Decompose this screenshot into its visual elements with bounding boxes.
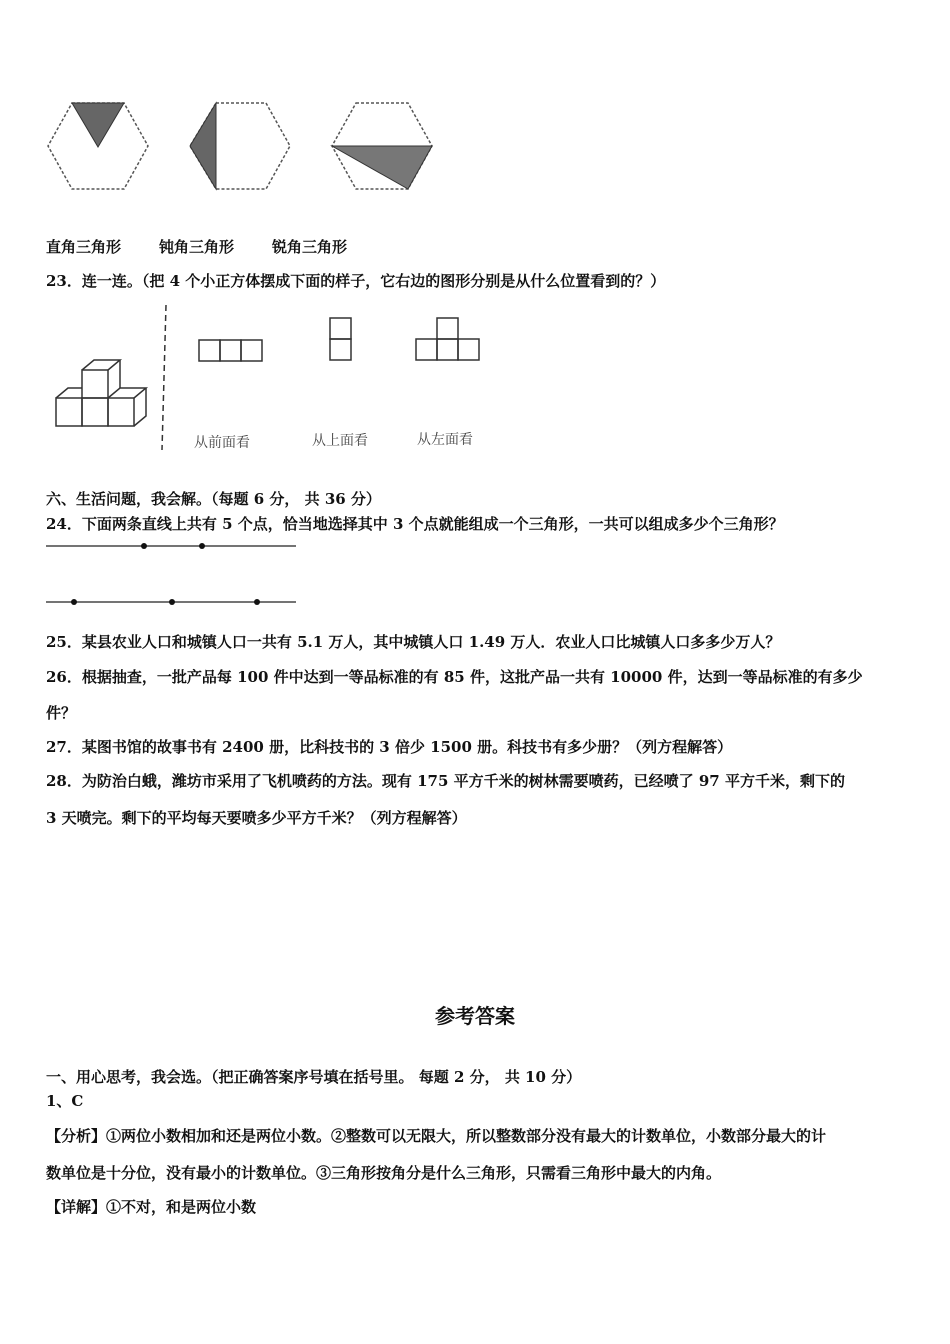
answers-section-1: 一、用心思考，我会选。（把正确答案序号填在括号里。 每题 2 分， 共 10 分）	[46, 1068, 582, 1086]
front-view	[199, 340, 262, 361]
caption-left-view: 从左面看	[417, 432, 473, 448]
left-view	[416, 318, 479, 360]
question-23: 23．连一连。（把 4 个小正方体摆成下面的样子，它右边的图形分别是从什么位置看到的？）	[46, 272, 666, 290]
question-24: 24．下面两条直线上共有 5 个点，恰当地选择其中 3 个点就能组成一个三角形，一共可以组成多少个三角形？	[46, 515, 784, 533]
caption-top-view: 从上面看	[312, 433, 368, 449]
top-view	[330, 318, 351, 360]
question-26-line2: 件？	[46, 704, 77, 722]
answers-title: 参考答案	[435, 1004, 515, 1028]
label-obtuse-triangle: 钝角三角形	[159, 238, 235, 256]
hexagon-right-triangle	[48, 103, 148, 189]
question-28-line2: 3 天喷完。剩下的平均每天要喷多少平方千米？（列方程解答）	[46, 809, 467, 827]
cube-stack	[56, 360, 146, 426]
caption-front-view: 从前面看	[194, 435, 250, 451]
analysis-line2: 数单位是十分位，没有最小的计数单位。③三角形按角分是什么三角形，只需看三角形中最大的内角。	[46, 1164, 722, 1182]
question-26-line1: 26．根据抽查，一批产品每 100 件中达到一等品标准的有 85 件，这批产品一共有 10000 件，达到一等品标准的有多少	[46, 668, 863, 686]
answer-1: 1、C	[46, 1092, 84, 1110]
section-6-title: 六、生活问题，我会解。（每题 6 分， 共 36 分）	[46, 490, 381, 508]
hexagon-obtuse-triangle	[190, 103, 290, 189]
detail-line: 【详解】①不对，和是两位小数	[46, 1198, 257, 1216]
label-acute-triangle: 锐角三角形	[272, 238, 348, 256]
label-right-triangle: 直角三角形	[46, 238, 122, 256]
question-27: 27．某图书馆的故事书有 2400 册，比科技书的 3 倍少 1500 册。科技书有多少册？（列方程解答）	[46, 738, 733, 756]
dashed-divider	[162, 305, 166, 450]
question-25: 25．某县农业人口和城镇人口一共有 5.1 万人，其中城镇人口 1.49 万人．农业人口比城镇人口多多少万人？	[46, 633, 781, 651]
question-28-line1: 28．为防治白蛾，潍坊市采用了飞机喷药的方法。现有 175 平方千米的树林需要喷药，已经喷了 97 平方千米，剩下的	[46, 772, 845, 790]
hexagon-figures	[40, 95, 440, 195]
two-lines-with-points	[46, 538, 306, 613]
hexagon-acute-triangle	[332, 103, 432, 189]
triangle-type-labels	[46, 236, 385, 257]
analysis-line1: 【分析】①两位小数相加和还是两位小数。②整数可以无限大，所以整数部分没有最大的计数单位，小数部分最大的计	[46, 1127, 827, 1145]
